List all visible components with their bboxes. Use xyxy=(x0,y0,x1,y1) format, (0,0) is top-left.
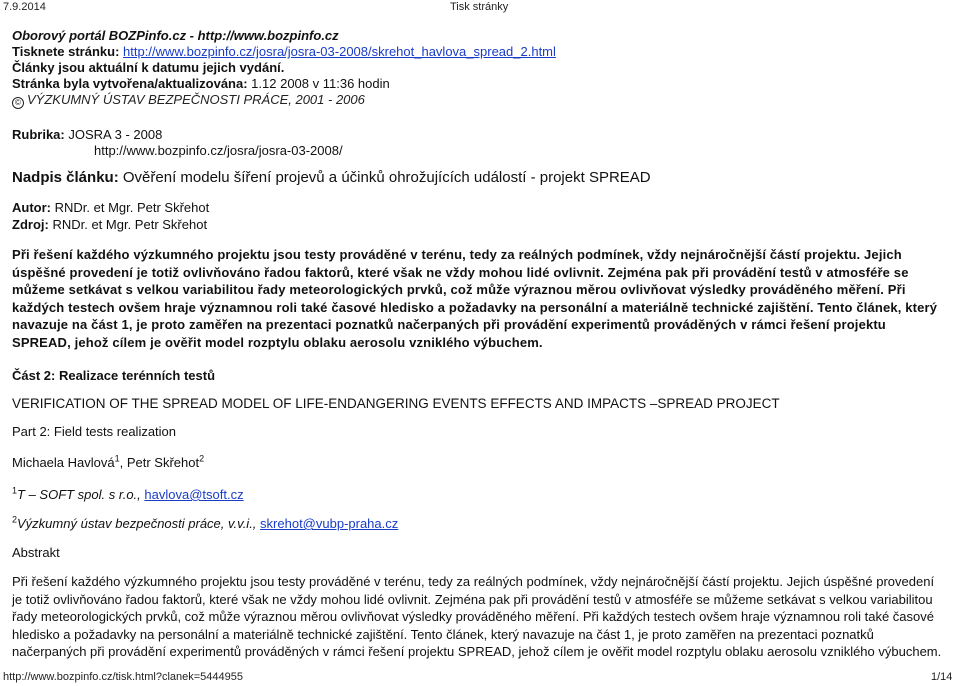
rubric-value: JOSRA 3 - 2008 xyxy=(68,127,163,142)
part-heading-en: Part 2: Field tests realization xyxy=(12,424,177,439)
created-line xyxy=(12,75,390,92)
articles-note: Články jsou aktuální k datumu jejich vydání. xyxy=(12,60,285,75)
source-label: Zdroj: xyxy=(12,217,49,232)
footer-url: http://www.bozpinfo.cz/tisk.html?clanek=5444955 xyxy=(3,671,243,683)
article-title-label: Nadpis článku: xyxy=(12,169,119,186)
footer-page-number: 1/14 xyxy=(931,671,953,683)
affiliation-2-text: Výzkumný ústav bezpečnosti práce, v.v.i., xyxy=(17,516,257,531)
printed-page-line xyxy=(12,43,556,60)
copyright-text: VÝZKUMNÝ ÚSTAV BEZPEČNOSTI PRÁCE, 2001 - 2006 xyxy=(27,92,365,107)
source-value: RNDr. et Mgr. Petr Skřehot xyxy=(52,217,208,232)
abstract-heading: Abstrakt xyxy=(12,545,60,560)
authors-line xyxy=(12,455,204,470)
printed-page-label: Tisknete stránku: xyxy=(12,44,120,59)
affiliation-2-email-link[interactable]: skrehot@vubp-praha.cz xyxy=(260,516,399,531)
author-label: Autor: xyxy=(12,200,51,215)
portal-name: Oborový portál BOZPinfo.cz - http://www.bozpinfo.cz xyxy=(12,28,339,43)
created-value: 1.12 2008 v 11:36 hodin xyxy=(251,76,390,91)
author-1-sup: 1 xyxy=(114,453,120,464)
article-title: Ověření modelu šíření projevů a účinků ohrožujících událostí - projekt SPREAD xyxy=(122,169,651,186)
author-line xyxy=(12,199,209,216)
print-title: Tisk stránky xyxy=(450,1,509,13)
affiliation-1-text: T – SOFT spol. s r.o., xyxy=(17,487,141,502)
copyright-icon: © xyxy=(12,97,24,109)
copyright-line xyxy=(12,91,365,109)
author-value: RNDr. et Mgr. Petr Skřehot xyxy=(54,200,210,215)
affiliation-2 xyxy=(12,516,398,531)
affiliation-1-sup: 1 xyxy=(12,485,18,496)
author-2-sup: 2 xyxy=(199,453,205,464)
affiliation-1 xyxy=(12,487,244,502)
printed-page-link[interactable]: http://www.bozpinfo.cz/josra/josra-03-2008/skrehot_havlova_spread_2.html xyxy=(123,44,556,59)
abstract-text: Při řešení každého výzkumného projektu jsou testy prováděné v terénu, tedy za reálných podmínek, vždy nejnáročnější částí projektu. Jejich úspěšné provedení je totiž ovlivňováno řadou faktorů, které však ne vždy mohou lidé ovlivnit. Zejména pak při provádění testů v atmosféře se můžeme setkávat s velkou variabilitou řady meteorologických prvků, což může výraznou měrou ovlivňovat výsledky prováděného měření. Při každých testech ovšem hraje významnou roli také časové hledisko a požadavky na personální a materiálně technické zajištění. Tento článek, který navazuje na část 1, je proto zaměřen na prezentaci poznatků načerpaných při provádění experimentů prováděných v rámci řešení projektu SPREAD, jehož cílem je ověřit model rozptylu oblaku aerosolu vzniklého výbuchem. xyxy=(12,574,942,659)
rubric-label: Rubrika: xyxy=(12,127,65,142)
affiliation-2-sup: 2 xyxy=(12,514,18,525)
author-1-name: Michaela Havlová xyxy=(12,455,115,470)
article-perex: Při řešení každého výzkumného projektu jsou testy prováděné v terénu, tedy za reálných podmínek, vždy nejnáročnější částí projektu. Jejich úspěšné provedení je totiž ovlivňováno řadou faktorů, které však ne vždy mohou lidé ovlivnit. Zejména pak při provádění testů v atmosféře se můžeme setkávat s velkou variabilitou řady meteorologických prvků, což může výraznou měrou ovlivňovat výsledky prováděného měření. Při každých testech ovšem hraje významnou roli také časové hledisko a požadavky na personální a materiálně technické zajištění. Tento článek, který navazuje na část 1, je proto zaměřen na prezentaci poznatků načerpaných při provádění experimentů prováděných v rámci řešení projektu SPREAD, jehož cílem je ověřit model rozptylu oblaku aerosolu vzniklého výbuchem. xyxy=(12,247,938,350)
part-heading-cz: Část 2: Realizace terénních testů xyxy=(12,368,216,383)
rubric-url: http://www.bozpinfo.cz/josra/josra-03-2008/ xyxy=(94,143,343,158)
author-2-name: , Petr Skřehot xyxy=(119,455,200,470)
created-label: Stránka byla vytvořena/aktualizována: xyxy=(12,76,248,91)
affiliation-1-email-link[interactable]: havlova@tsoft.cz xyxy=(144,487,244,502)
article-title-line xyxy=(12,169,651,186)
source-line xyxy=(12,216,207,233)
rubric-line xyxy=(12,126,162,143)
english-title: VERIFICATION OF THE SPREAD MODEL OF LIFE-ENDANGERING EVENTS EFFECTS AND IMPACTS –SPREAD PROJECT xyxy=(12,396,780,411)
print-date: 7.9.2014 xyxy=(3,1,46,13)
